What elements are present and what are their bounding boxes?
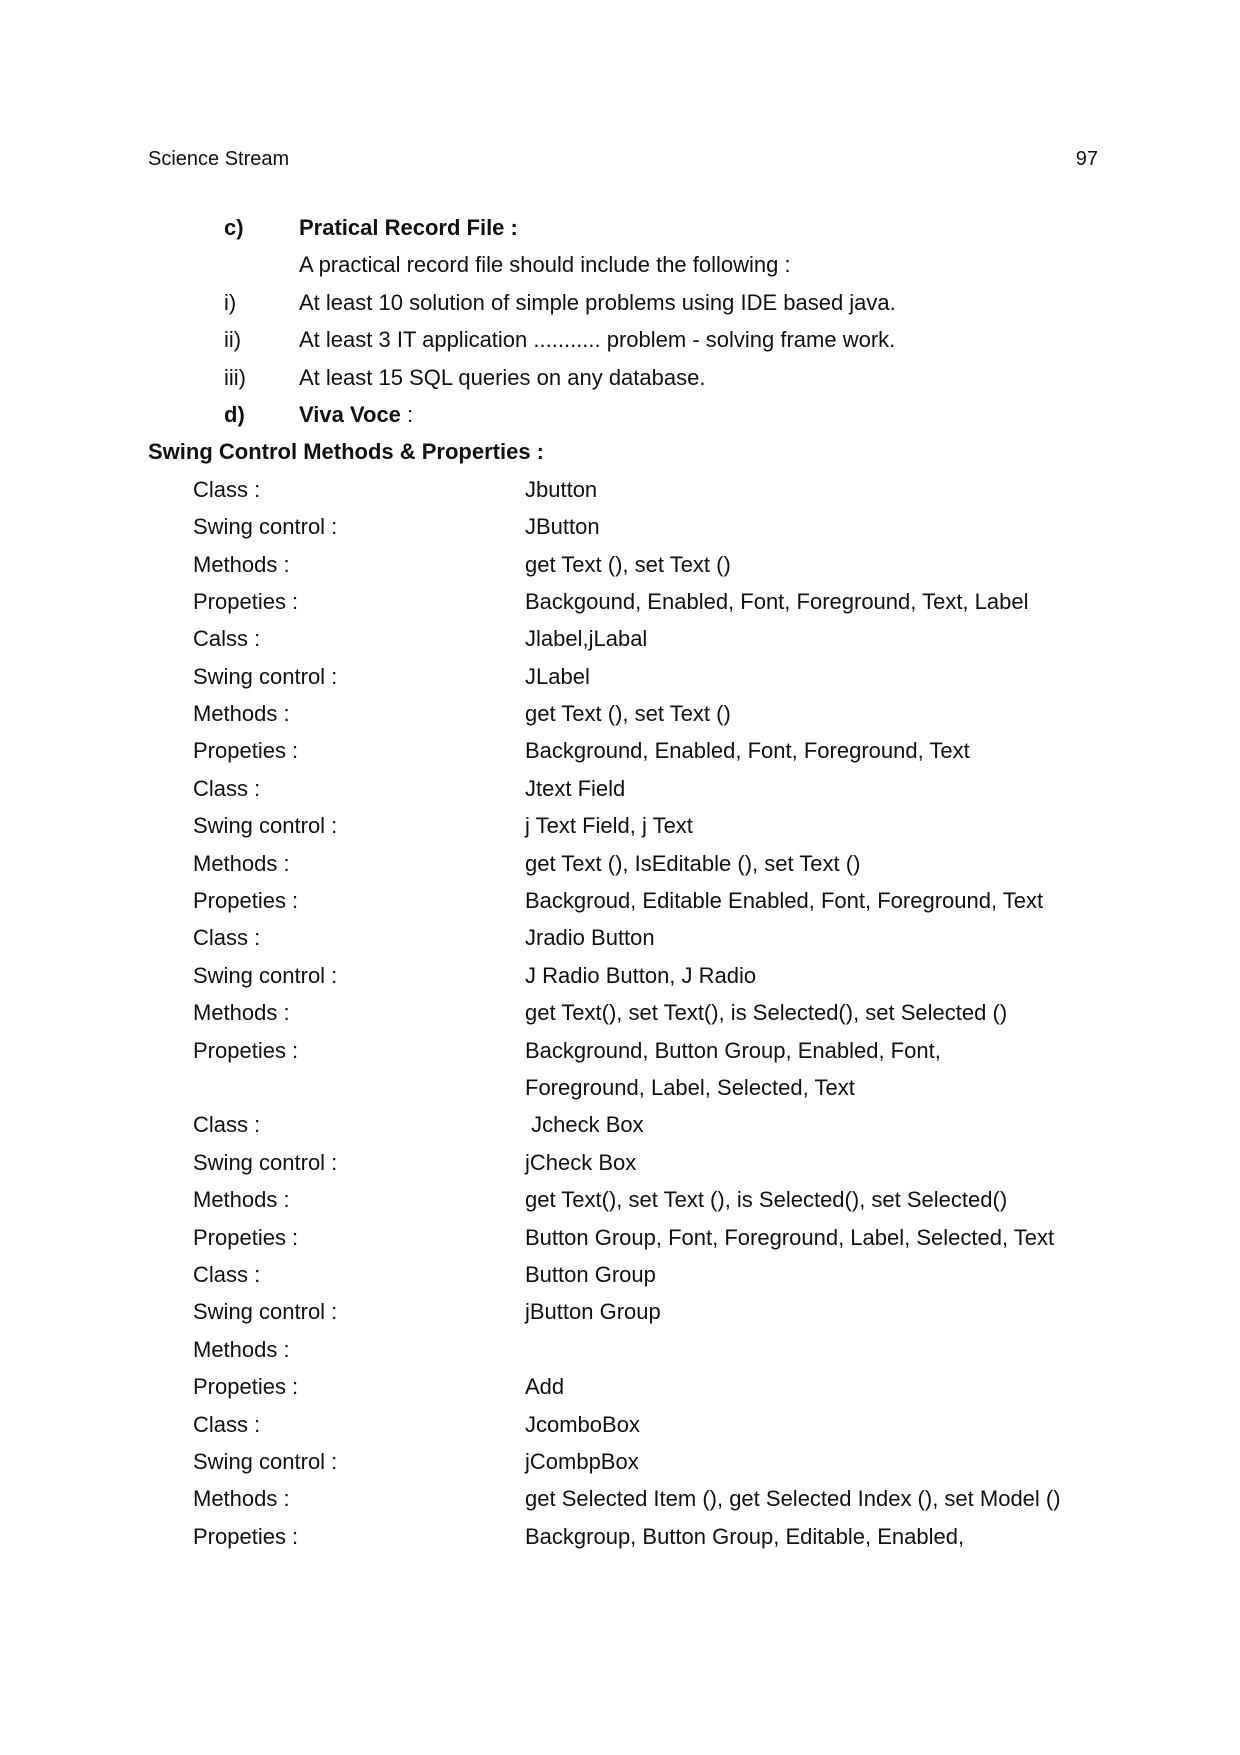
table-row	[0, 662, 1240, 699]
running-header-stream: Science Stream	[148, 148, 290, 170]
table-row	[0, 736, 1240, 773]
property-value: Jlabel,jLabal	[525, 626, 648, 652]
property-label: Swing control :	[193, 1149, 338, 1175]
property-label: Swing control :	[193, 663, 338, 689]
property-label: Class :	[193, 476, 261, 502]
property-value: Jtext Field	[525, 775, 626, 801]
table-row	[0, 1410, 1240, 1447]
table-row	[0, 550, 1240, 587]
table-row	[0, 1522, 1240, 1559]
property-value: JButton	[525, 514, 600, 540]
property-label: Calss :	[193, 626, 261, 652]
property-label: Methods :	[193, 1000, 290, 1026]
property-label: Propeties :	[193, 738, 299, 764]
property-label: Class :	[193, 1411, 261, 1437]
property-label: Swing control :	[193, 1299, 338, 1325]
property-label: Propeties :	[193, 1037, 299, 1063]
item-mark: d)	[224, 401, 245, 427]
property-value: jCombpBox	[525, 1448, 639, 1474]
table-row	[0, 849, 1240, 886]
property-value: get Text (), set Text ()	[525, 701, 731, 727]
property-value: get Text (), IsEditable (), set Text ()	[525, 850, 861, 876]
property-label: Propeties :	[193, 888, 299, 914]
property-value: Backgroup, Button Group, Editable, Enabled,	[525, 1523, 965, 1549]
table-row	[0, 1297, 1240, 1334]
list-item	[0, 288, 1240, 325]
page-content	[0, 213, 1240, 1559]
property-label: Class :	[193, 925, 261, 951]
table-row	[0, 1335, 1240, 1372]
property-value: jButton Group	[525, 1299, 661, 1325]
property-label: Propeties :	[193, 1523, 299, 1549]
property-label: Class :	[193, 1261, 261, 1287]
section-heading	[299, 400, 413, 430]
property-label: Propeties :	[193, 588, 299, 614]
table-row	[0, 1260, 1240, 1297]
property-value: Background, Button Group, Enabled, Font,	[525, 1037, 941, 1063]
list-item	[0, 363, 1240, 400]
table-row	[0, 1036, 1240, 1073]
property-value: Backgound, Enabled, Font, Foreground, Text, Label	[525, 588, 1029, 614]
property-label: Swing control :	[193, 962, 338, 988]
item-mark: c)	[224, 215, 244, 240]
property-value: get Text (), set Text ()	[525, 551, 731, 577]
property-value: Button Group, Font, Foreground, Label, Selected, Text	[525, 1224, 1055, 1250]
swing-section-title-row	[0, 437, 1240, 474]
property-value: J Radio Button, J Radio	[525, 962, 757, 988]
table-row	[0, 1073, 1240, 1110]
viva-voce-heading	[0, 400, 1240, 437]
property-value: get Text(), set Text (), is Selected(), set Selected()	[525, 1187, 1008, 1213]
item-mark: i)	[224, 289, 237, 315]
property-value: JLabel	[525, 663, 590, 689]
viva-voce-suffix: :	[400, 401, 414, 427]
property-label: Methods :	[193, 850, 290, 876]
swing-section-title: Swing Control Methods & Properties :	[148, 439, 545, 465]
property-value: Jbutton	[525, 476, 598, 502]
item-text: At least 3 IT application ........... problem - solving frame work.	[299, 327, 896, 353]
property-label: Methods :	[193, 1336, 290, 1362]
property-label: Propeties :	[193, 1224, 299, 1250]
table-row	[0, 1447, 1240, 1484]
table-row	[0, 699, 1240, 736]
practical-record-heading	[0, 213, 1240, 250]
table-row	[0, 1223, 1240, 1260]
property-value: Jradio Button	[525, 925, 655, 951]
table-row	[0, 1185, 1240, 1222]
property-value: JcomboBox	[525, 1411, 640, 1437]
table-row	[0, 512, 1240, 549]
property-label: Methods :	[193, 1187, 290, 1213]
property-value: j Text Field, j Text	[525, 813, 693, 839]
property-value: Button Group	[525, 1261, 656, 1287]
property-label: Propeties :	[193, 1374, 299, 1400]
list-item	[0, 325, 1240, 362]
property-label: Class :	[193, 1112, 261, 1138]
table-row	[0, 1110, 1240, 1147]
property-label: Swing control :	[193, 1448, 338, 1474]
property-value: Foreground, Label, Selected, Text	[525, 1074, 855, 1100]
table-row	[0, 923, 1240, 960]
table-row	[0, 998, 1240, 1035]
property-value: Backgroud, Editable Enabled, Font, Foreground, Text	[525, 888, 1044, 914]
item-mark: ii)	[224, 327, 242, 353]
property-label: Class :	[193, 775, 261, 801]
property-value: Add	[525, 1374, 565, 1400]
property-label: Swing control :	[193, 514, 338, 540]
section-heading: Pratical Record File :	[299, 215, 518, 240]
table-row	[0, 475, 1240, 512]
viva-voce-title: Viva Voce	[299, 401, 401, 427]
item-text: At least 10 solution of simple problems using IDE based java.	[299, 289, 896, 315]
table-row	[0, 624, 1240, 661]
property-value: jCheck Box	[525, 1149, 637, 1175]
intro-text: A practical record file should include the following :	[299, 252, 791, 278]
property-label: Methods :	[193, 551, 290, 577]
property-label: Methods :	[193, 701, 290, 727]
property-value: Jcheck Box	[525, 1112, 644, 1138]
table-row	[0, 886, 1240, 923]
item-mark: iii)	[224, 364, 246, 390]
page-number: 97	[1075, 148, 1098, 170]
table-row	[0, 1372, 1240, 1409]
property-value: get Selected Item (), get Selected Index (), set Model ()	[525, 1486, 1061, 1512]
table-row	[0, 774, 1240, 811]
table-row	[0, 1484, 1240, 1521]
property-value: get Text(), set Text(), is Selected(), set Selected ()	[525, 1000, 1008, 1026]
table-row	[0, 587, 1240, 624]
page-header	[148, 148, 1098, 174]
table-row	[0, 961, 1240, 998]
practical-intro	[0, 250, 1240, 287]
property-label: Swing control :	[193, 813, 338, 839]
property-label: Methods :	[193, 1486, 290, 1512]
table-row	[0, 1148, 1240, 1185]
table-row	[0, 811, 1240, 848]
property-value: Background, Enabled, Font, Foreground, Text	[525, 738, 970, 764]
item-text: At least 15 SQL queries on any database.	[299, 364, 706, 390]
